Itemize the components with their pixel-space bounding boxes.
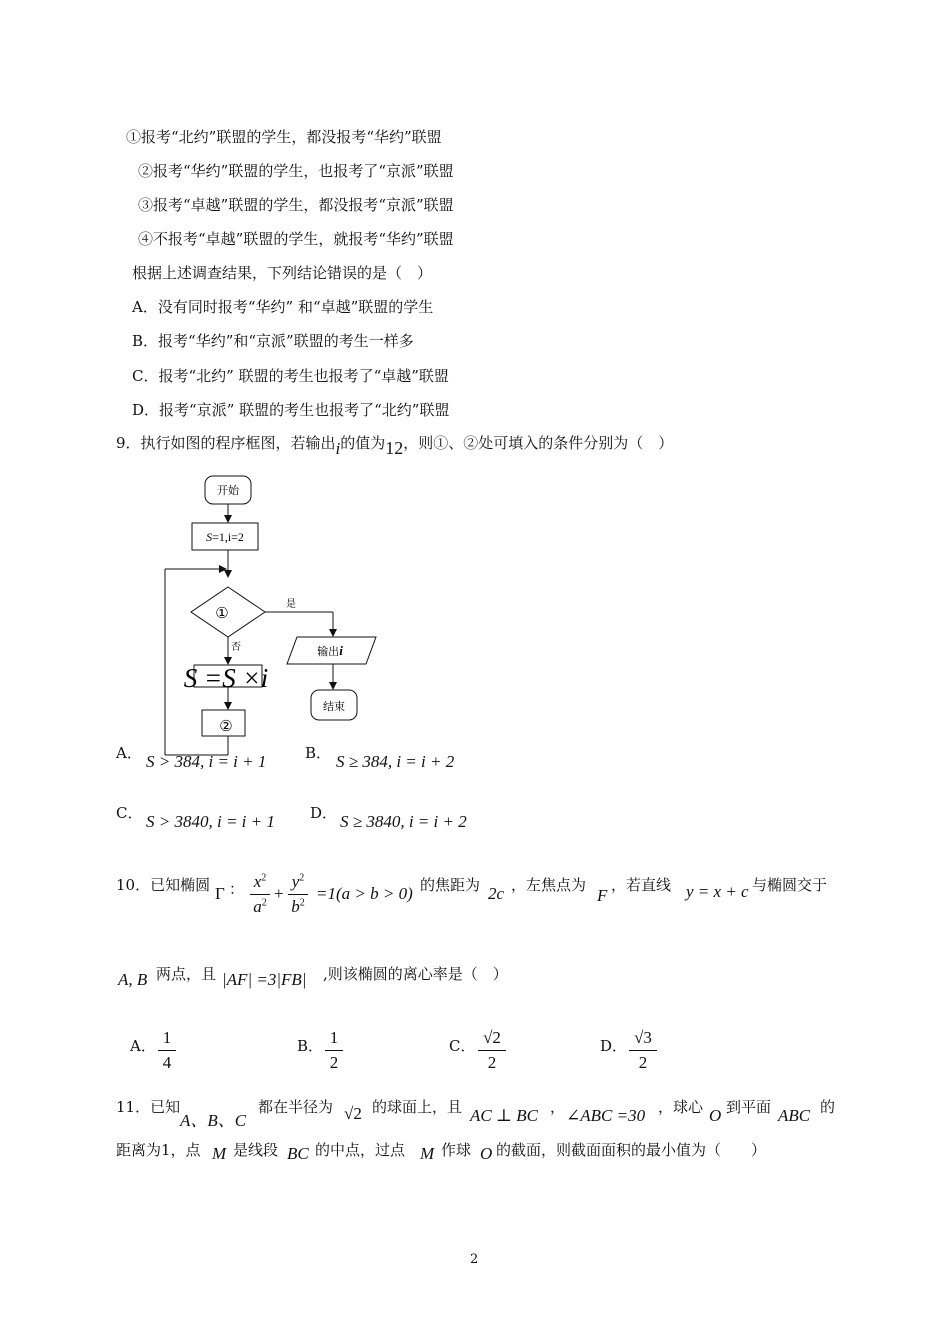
flow-init-s: S xyxy=(206,530,213,544)
q10-frac-x-den: a xyxy=(253,897,262,916)
q9-option-d: S ≥ 3840, i = i + 2 xyxy=(340,812,467,831)
q11-stem-part1: 11．已知 xyxy=(116,1098,181,1116)
q10-option-c-frac xyxy=(478,1028,506,1073)
q10-option-c-den: 2 xyxy=(487,1053,497,1072)
q10-option-b-frac xyxy=(325,1028,343,1073)
q11-M2: M xyxy=(420,1144,435,1163)
q10-option-a-num: 1 xyxy=(162,1028,172,1047)
q8-statement-2: ②报考“华约”联盟的学生，也报考了“京派”联盟 xyxy=(138,162,454,180)
q10-option-b-num: 1 xyxy=(329,1028,339,1047)
q11-stem-part3: 的球面上，且 xyxy=(372,1098,463,1116)
q10-frac-x-num: x xyxy=(253,872,262,891)
flow-output-var: i xyxy=(339,643,343,658)
q10-stem-part5: 与椭圆交于 xyxy=(752,876,828,894)
q10-colon: ： xyxy=(229,880,245,898)
q10-option-d-den: 2 xyxy=(638,1053,648,1072)
q10-stem-part1: 10．已知椭圆 xyxy=(116,876,211,894)
q10-stem-part6: 两点，且 xyxy=(156,965,217,983)
flow-start-text: 开始 xyxy=(217,484,239,497)
q11-comma: ， xyxy=(550,1098,566,1116)
q9-stem xyxy=(116,432,674,458)
q10-option-b-den: 2 xyxy=(329,1053,339,1072)
q10-frac-y-den: b xyxy=(291,897,300,916)
q9-var-i: i xyxy=(335,439,341,458)
q9-option-b: S ≥ 384, i = i + 2 xyxy=(336,752,455,771)
q10-option-a-label: A． xyxy=(130,1037,156,1055)
q8-statement-1: ①报考“北约”联盟的学生，都没报考“华约”联盟 xyxy=(126,128,442,146)
q9-option-a: S > 384, i = i + 1 xyxy=(146,752,267,771)
q11-points: A、B、C xyxy=(180,1111,247,1130)
q11-angle: ∠ABC =30 xyxy=(566,1106,646,1125)
flow-init-rest: =1,i=2 xyxy=(212,530,244,544)
q10-stem-part2: 的焦距为 xyxy=(420,876,481,894)
q11-line2-part-d: 作球 xyxy=(441,1141,472,1159)
q11-line2-part-e: 的截面，则截面面积的最小值为（ ） xyxy=(496,1141,767,1159)
q9-option-c: S > 3840, i = i + 1 xyxy=(146,812,275,831)
q9-option-a-label: A． xyxy=(116,744,142,762)
flow-step-text: ② xyxy=(219,717,233,735)
q11-stem-part6: 的 xyxy=(820,1098,836,1116)
q10-2c: 2c xyxy=(488,884,505,903)
q11-M: M xyxy=(212,1144,227,1163)
flow-output-text xyxy=(317,643,343,658)
flow-init-text xyxy=(206,530,244,544)
q10-stem-part4: ，若直线 xyxy=(611,876,672,894)
flow-output-label: 输出 xyxy=(317,645,340,658)
q11-O2: O xyxy=(480,1144,493,1163)
q11-O: O xyxy=(709,1106,722,1125)
q8-option-c: C．报考“北约” 联盟的考生也报考了“卓越”联盟 xyxy=(132,367,449,385)
q10-frac-x: $x^2$ $a^2$ xyxy=(250,872,270,917)
q11-stem-part2: 都在半径为 xyxy=(258,1098,334,1116)
q10-option-c-num: √2 xyxy=(483,1028,501,1047)
q9-stem-part3: ，则①、②处可填入的条件分别为（ ） xyxy=(403,434,674,452)
q10-option-d-num: √3 xyxy=(634,1028,652,1047)
q8-option-a: A．没有同时报考“华约” 和“卓越”联盟的学生 xyxy=(132,298,434,316)
q10-option-d-frac xyxy=(629,1028,657,1073)
q8-statement-4: ④不报考“卓越”联盟的学生，就报考“华约”联盟 xyxy=(138,230,454,248)
q10-F: F xyxy=(597,886,608,905)
q8-option-d: D．报考“京派” 联盟的考生也报考了“北约”联盟 xyxy=(132,401,450,419)
q10-stem-part3: ，左焦点为 xyxy=(511,876,587,894)
q8-option-b: B．报考“华约”和“京派”联盟的考生一样多 xyxy=(132,332,414,350)
page-number: 2 xyxy=(470,1252,479,1267)
q9-value: 12 xyxy=(385,438,404,458)
q10-condition: |AF| =3|FB| xyxy=(222,970,307,989)
q11-line2-part-a: 距离为1，点 xyxy=(116,1141,201,1159)
flow-no-label: 否 xyxy=(231,642,241,653)
flow-condition-text: ① xyxy=(215,604,229,622)
q10-gamma: Γ xyxy=(215,884,225,903)
q11-line2-part-c: 的中点，过点 xyxy=(315,1141,406,1159)
q10-line-eq: y = x + c xyxy=(686,882,749,901)
q10-option-c-label: C． xyxy=(449,1037,476,1055)
flow-yes-label: 是 xyxy=(286,599,296,610)
q9-stem-part1: 9．执行如图的程序框图，若输出 xyxy=(116,434,336,452)
q9-option-b-label: B． xyxy=(305,744,332,762)
q9-flowchart xyxy=(140,470,400,760)
q10-stem-part7: ,则该椭圆的离心率是（ ） xyxy=(323,965,508,983)
q10-frac-y: $y^2$ $b^2$ xyxy=(288,872,308,917)
q10-frac-y-num: y xyxy=(291,872,300,891)
q11-radius: √2 xyxy=(344,1104,362,1123)
q10-eq-plus: + xyxy=(274,884,284,903)
q11-stem-part5: 到平面 xyxy=(726,1098,772,1116)
q9-option-d-label: D． xyxy=(310,804,338,822)
q10-option-b-label: B． xyxy=(297,1037,324,1055)
q11-ABC: ABC xyxy=(778,1106,811,1125)
q10-eq-tail: =1(a > b > 0) xyxy=(316,884,413,903)
q10-option-d-label: D． xyxy=(600,1037,628,1055)
q9-option-c-label: C． xyxy=(116,804,143,822)
q11-stem-part4: ，球心 xyxy=(658,1098,704,1116)
q11-BC: BC xyxy=(287,1144,309,1163)
flow-end-text: 结束 xyxy=(323,700,345,713)
q9-stem-part2: 的值为 xyxy=(340,434,386,452)
q10-option-a-frac xyxy=(158,1028,176,1073)
q10-option-a-den: 4 xyxy=(162,1053,172,1072)
q8-statement-3: ③报考“卓越”联盟的学生，都没报考“京派”联盟 xyxy=(138,196,454,214)
flow-assign-text: S =S ×i xyxy=(183,663,269,693)
q10-AB: A, B xyxy=(118,970,148,989)
q11-line2-part-b: 是线段 xyxy=(233,1141,279,1159)
q11-perp: AC ⊥ BC xyxy=(470,1106,538,1125)
q8-question: 根据上述调查结果，下列结论错误的是（ ） xyxy=(132,264,433,282)
